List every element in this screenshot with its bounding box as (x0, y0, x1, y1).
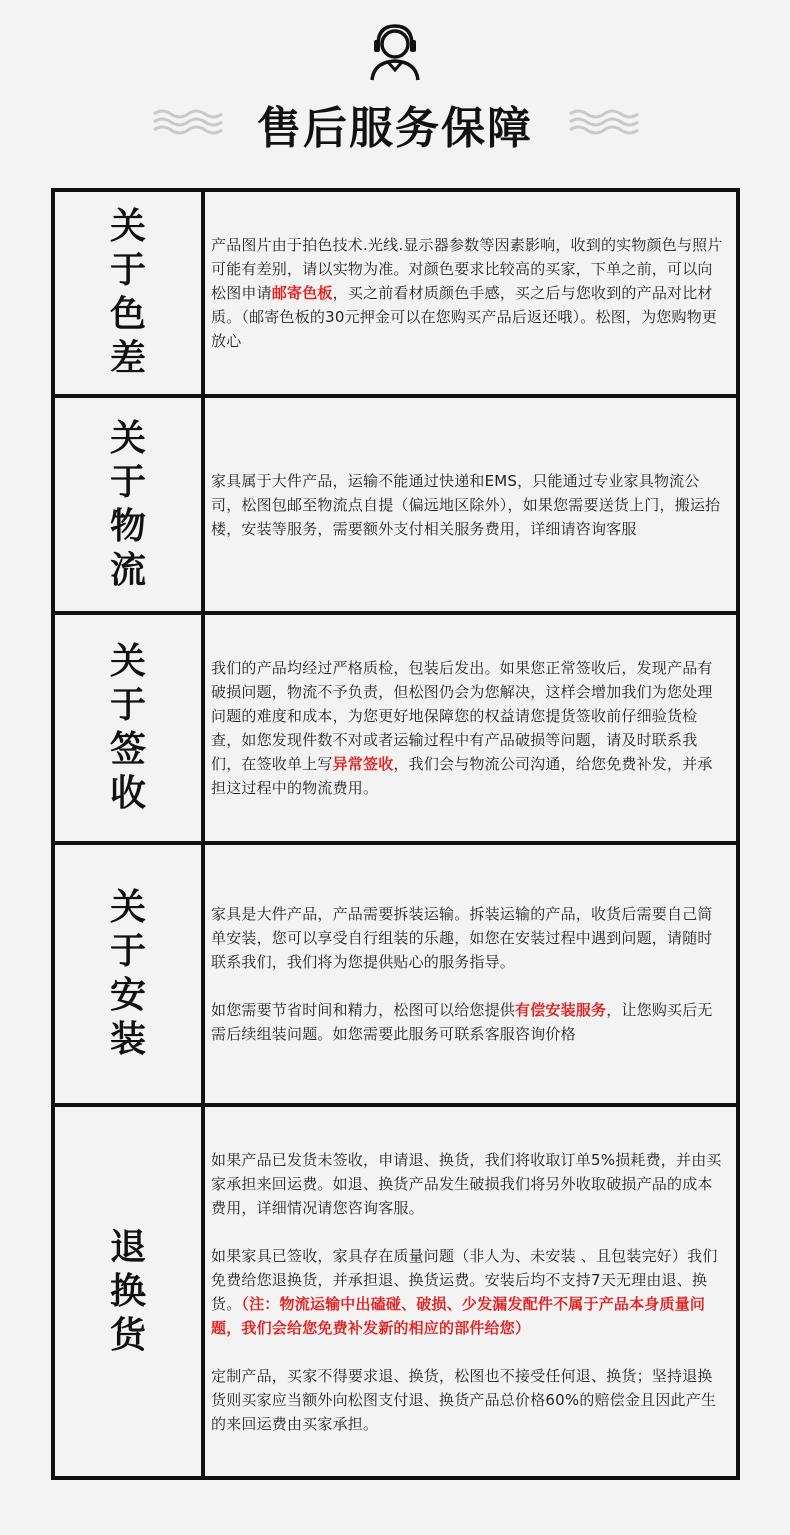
section-paragraph (211, 656, 726, 800)
section-content (205, 1107, 736, 1476)
service-table (51, 188, 740, 1480)
section-label: 关于签收 (109, 641, 146, 814)
body-text: ，买之前看材质颜色手感，买之后与您收到的产品对比材质。（邮寄色板的30元押金可以在您购买产品后返还哦）。松图，为您购物更放心 (211, 284, 718, 350)
section-content (205, 845, 736, 1103)
section-color-difference (55, 192, 736, 398)
section-label-cell (55, 398, 205, 611)
section-logistics (55, 398, 736, 615)
section-label: 关于色差 (109, 206, 146, 379)
section-label: 退换货 (109, 1226, 146, 1356)
section-paragraph (211, 998, 726, 1046)
section-installation (55, 845, 736, 1107)
body-text: ，让您购买后无需后续组装问题。如您需要此服务可联系客服咨询价格 (211, 1001, 713, 1043)
header (0, 0, 790, 170)
section-paragraph (211, 1244, 726, 1340)
body-text: 家具是大件产品，产品需要拆装运输。拆装运输的产品，收货后需要自己简单安装，您可以享受自行组装的乐趣，如您在安装过程中遇到问题，请随时联系我们，我们将为您提供贴心的服务指导。 (211, 905, 713, 971)
body-text: ，我们会与物流公司沟通，给您免费补发，并承担这过程中的物流费用。 (211, 755, 713, 797)
page-title: 售后服务保障 (257, 103, 533, 154)
section-content (205, 398, 736, 611)
body-text: 如您需要节省时间和精力，松图可以给您提供 (211, 1001, 516, 1019)
section-content (205, 192, 736, 394)
body-text: 定制产品，买家不得要求退、换货，松图也不接受任何退、换货；坚持退换货则买家应当额外向松图支付退、换货产品总价格60%的赔偿金且因此产生的来回运费由买家承担。 (211, 1366, 717, 1433)
highlight-text: 邮寄色板 (271, 284, 333, 302)
body-text: 我们的产品均经过严格质检，包装后发出。如果您正常签收后，发现产品有破损问题，物流不予负责，但松图仍会为您解决，这样会增加我们为您处理问题的难度和成本，为您更好地保障您的权益请您提货签收前仔细验货检查，如您发现件数不对或者运输过程中有产品破损等问题，请及时联系我们，在签收单上写 (211, 659, 713, 773)
section-content (205, 615, 736, 841)
highlight-text: （注：物流运输中出磕碰、破损、少发漏发配件不属于产品本身质量问题，我们会给您免费补发新的相应的部件给您） (211, 1294, 706, 1337)
section-label-cell (55, 845, 205, 1103)
section-paragraph (211, 1364, 726, 1436)
body-text: 如果家具已签收，家具存在质量问题（非人为、未安装 、且包装完好）我们免费给您退换货，并承担退、换货运费。安装后均不支持7天无理由退、换货。 (211, 1246, 718, 1313)
section-label-cell (55, 615, 205, 841)
body-text: 家具属于大件产品，运输不能通过快递和EMS，只能通过专业家具物流公司，松图包邮至物流点自提（偏远地区除外），如果您需要送货上门，搬运抬楼，安装等服务，需要额外支付相关服务费用，详细请咨询客服 (211, 471, 721, 538)
wave-decoration-icon (568, 108, 640, 136)
section-paragraph (211, 469, 726, 541)
section-label: 关于物流 (109, 417, 146, 591)
section-paragraph (211, 233, 726, 353)
section-receipt (55, 615, 736, 845)
section-label: 关于安装 (109, 887, 146, 1060)
section-label-cell (55, 192, 205, 394)
section-label-cell (55, 1107, 205, 1476)
customer-service-headset-icon (362, 18, 428, 84)
highlight-text: 有偿安装服务 (515, 1001, 607, 1019)
highlight-text: 异常签收 (332, 755, 394, 773)
section-paragraph (211, 902, 726, 974)
body-text: 产品图片由于拍色技术.光线.显示器参数等因素影响，收到的实物颜色与照片可能有差别，请以实物为准。对颜色要求比较高的买家，下单之前，可以向松图申请 (211, 236, 723, 302)
section-paragraph (211, 1148, 726, 1220)
section-returns (55, 1107, 736, 1476)
body-text: 如果产品已发货未签收，申请退、换货，我们将收取订单5%损耗费，并由买家承担来回运费。如退、换货产品发生破损我们将另外收取破损产品的成本费用，详细情况请您咨询客服。 (211, 1150, 722, 1217)
